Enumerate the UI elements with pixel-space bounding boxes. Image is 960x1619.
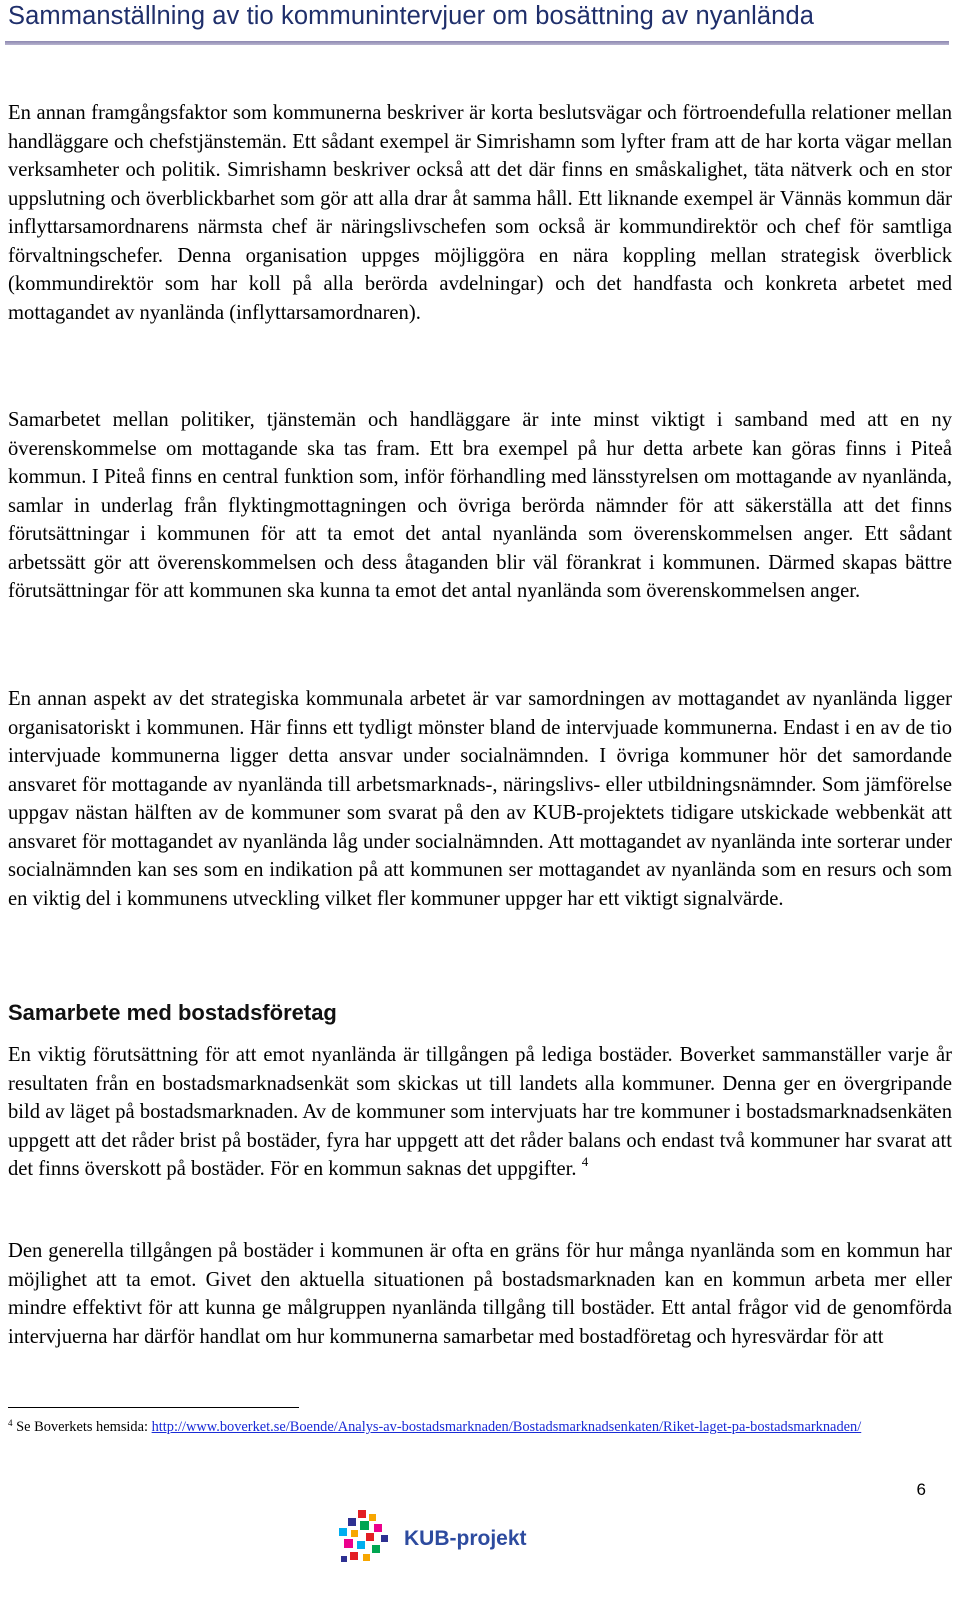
footnote bbox=[8, 1418, 908, 1437]
paragraph-housing-limits: Den generella tillgången på bostäder i kommunen är ofta en gräns för hur många nyanlända som en kommun har möjlighet att ta emot. Givet den aktuella situationen på bostadsmarknaden kan en kommun arbeta mer eller mindre effektivt för att kunna ge målgruppen nyanlända tillgång till bostäder. Ett antal frågor vid de genomförda intervjuerna har därför handlat om hur kommunerna samarbetar med bostadföretag och hyresvärdar för att bbox=[8, 1240, 952, 1348]
section-heading: Samarbete med bostadsföretag bbox=[8, 1000, 337, 1025]
header-divider bbox=[5, 41, 949, 45]
page-number: 6 bbox=[916, 1480, 926, 1499]
paragraph-cooperation: Samarbetet mellan politiker, tjänstemän och handläggare är inte minst viktigt i samband med att en ny överenskommelse om mottagande ska tas fram. Ett bra exempel på hur detta arbete kan göras finns i Piteå kommun. I Piteå finns en central funktion som, inför förhandling med länsstyrelsen om mottagande av nyanlända, samlar in underlag från flyktingmottagningen och övriga berörda nämnder för att säkerställa att det finns förutsättningar i kommunen för att ta emot det antal nyanlända som överenskommelsen anger. Ett sådant arbetssätt gör att överenskommelsen och dess åtaganden blir väl förankrat i kommunen. Därmed skapas bättre förutsättningar för att kommunen ska kunna ta emot det antal nyanlända som överenskommelsen anger. bbox=[8, 409, 952, 602]
footnote-number: 4 bbox=[8, 1418, 13, 1428]
footnote-text: Se Boverkets hemsida: bbox=[16, 1419, 152, 1435]
paragraph-housing-text: En viktig förutsättning för att emot nyanlända är tillgången på lediga bostäder. Boverket sammanställer varje år resultaten från en bostadsmarknadsenkät som skickas ut till landets alla kommuner. Denna ger en övergripande bild av läget på bostadsmarknaden. Av de kommuner som intervjuats har tre kommuner i bostadsmarknadsenkäten uppgett att det råder brist på bostäder, fyra har uppgett att det råder balans och endast två kommuner har svarat att det finns överskott på bostäder. För en kommun saknas det uppgifter. bbox=[8, 1044, 952, 1180]
footnote-divider bbox=[8, 1407, 299, 1408]
paragraph-organisation: En annan aspekt av det strategiska kommunala arbetet är var samordningen av mottagandet av nyanlända ligger organisatoriskt i kommunen. Här finns ett tydligt mönster bland de intervjuade kommunerna. Endast i en av de tio intervjuade kommunerna ligger detta ansvar under socialnämnden. I övriga kommuner hör det samordande ansvaret för mottagande av nyanlända till arbetsmarknads-, näringslivs- eller utbildningsnämnder. Som jämförelse uppgav nästan hälften av de kommuner som svarat på den av KUB-projektets tidigare utskickade webbenkät att ansvaret för mottagandet av nyanlända låg under socialnämnden. Att mottagandet av nyanlända inte sorterar under socialnämnden kan ses som en indikation på att kommunen ser mottagandet av nyanlända som en resurs och som en viktig del i kommunens utveckling vilket fler kommuner uppger har ett viktigt signalvärde. bbox=[8, 688, 952, 910]
running-header-title: Sammanställning av tio kommunintervjuer om bosättning av nyanlända bbox=[8, 2, 815, 30]
brand-name: KUB-projekt bbox=[404, 1527, 527, 1550]
paragraph-success-factors: En annan framgångsfaktor som kommunerna beskriver är korta beslutsvägar och förtroendefulla relationer mellan handläggare och chefstjänstemän. Ett sådant exempel är Simrishamn som lyfter fram att de har korta vägar mellan verksamheter och politik. Simrishamn beskriver också att det där finns en småskalighet, täta nätverk och en stor uppslutning och överblickbarhet som gör att alla drar åt samma håll. Ett liknande exempel är Vännäs kommun där inflyttarsamordnarens närmsta chef är näringslivschefen som också är kommundirektör och chef för samtliga förvaltningschefer. Denna organisation uppges möjliggöra en nära koppling mellan strategisk överblick (kommundirektör som har koll på alla berörda avdelningar) och det handfasta och konkreta arbetet med mottagandet av nyanlända (inflyttarsamordnaren). bbox=[8, 102, 952, 324]
kub-logo-icon bbox=[336, 1508, 394, 1566]
footnote-link[interactable]: http://www.boverket.se/Boende/Analys-av-bostadsmarknaden/Bostadsmarknadsenkaten/Riket-laget-pa-bostadsmarknaden/ bbox=[151, 1419, 862, 1435]
footnote-reference[interactable]: 4 bbox=[581, 1154, 589, 1169]
paragraph-housing-availability bbox=[8, 1041, 952, 1184]
